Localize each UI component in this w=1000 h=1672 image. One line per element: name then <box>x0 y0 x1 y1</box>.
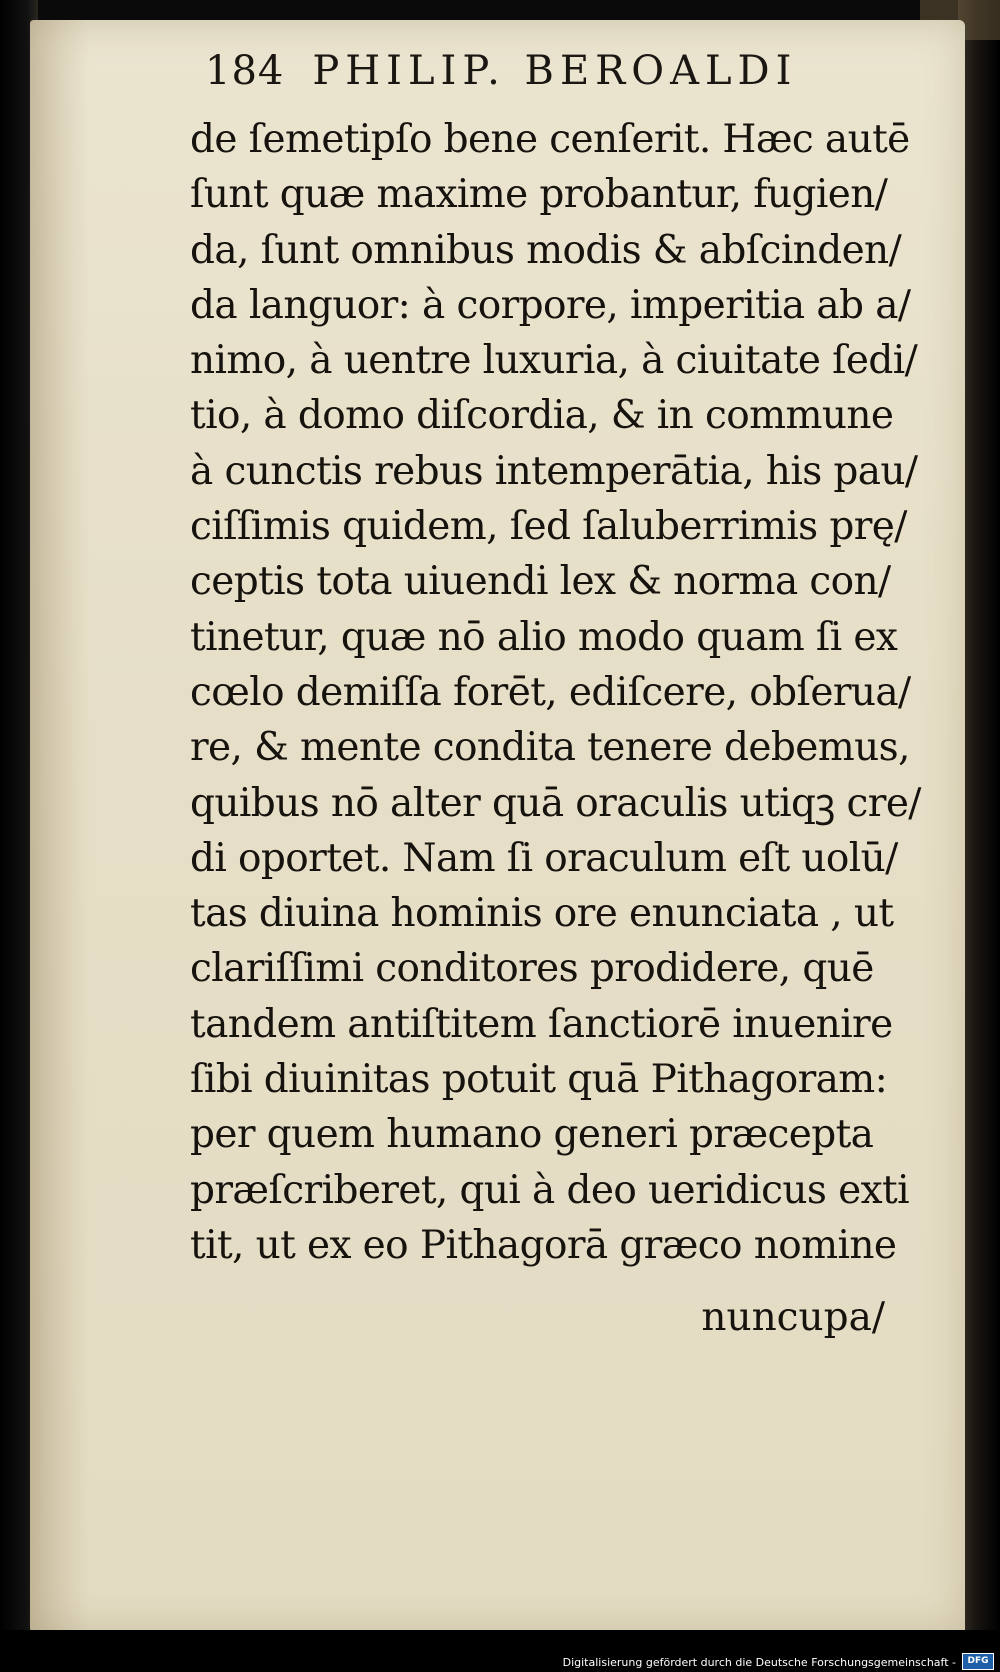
text-line: præſcriberet, qui à deo ueridicus exti <box>190 1167 909 1213</box>
text-line: per quem humano generi præcepta <box>190 1112 874 1158</box>
text-line: tinetur, quæ nō alio modo quam ſi ex <box>190 614 898 660</box>
catchword: nuncupa/ <box>701 1295 885 1340</box>
text-line: ciſſimis quidem, ſed ſaluberrimis prę/ <box>190 504 907 550</box>
text-line: cœlo demiſſa forēt, ediſcere, obſerua/ <box>190 669 911 715</box>
text-line: de ſemetipſo bene cenſerit. Hæc autē <box>190 117 910 162</box>
text-line: clariſſimi conditores prodidere, quē <box>190 946 874 992</box>
page-gutter-shade <box>30 20 90 1632</box>
text-line: quibus nō alter quā oraculis utiqꝫ cre/ <box>190 780 921 826</box>
body-text <box>190 112 921 1273</box>
running-title: PHILIP. BEROALDI <box>312 48 798 94</box>
digitization-credit: Digitalisierung gefördert durch die Deutsche Forschungsgemeinschaft - <box>562 1656 956 1669</box>
text-line: à cunctis rebus intemperātia, his pau/ <box>190 448 918 494</box>
text-line: re, & mente condita tenere debemus, <box>190 725 910 771</box>
text-line: ceptis tota uiuendi lex & norma con/ <box>190 559 891 605</box>
text-line: tandem antiſtitem ſanctiorē inuenire <box>190 1001 893 1047</box>
text-line: da languor: à corpore, imperitia ab a/ <box>190 282 911 328</box>
text-line: di oportet. Nam ſi oraculum eſt uolū/ <box>190 835 898 881</box>
running-head <box>205 48 870 108</box>
text-line: tit, ut ex eo Pithagorā græco nomine <box>190 1222 897 1268</box>
page-number: 184 <box>205 48 285 94</box>
text-line: ſunt quæ maxime probantur, fugien/ <box>190 172 888 218</box>
text-line: ſibi diuinitas potuit quā Pithagoram: <box>190 1057 888 1103</box>
text-line: da, ſunt omnibus modis & abſcinden/ <box>190 227 902 273</box>
text-line: tio, à domo diſcordia, & in commune <box>190 393 894 439</box>
text-line: nimo, à uentre luxuria, à ciuitate ſedi/ <box>190 338 918 384</box>
text-line: tas diuina hominis ore enunciata , ut <box>190 891 894 937</box>
dfg-logo-icon: DFG <box>962 1653 994 1670</box>
